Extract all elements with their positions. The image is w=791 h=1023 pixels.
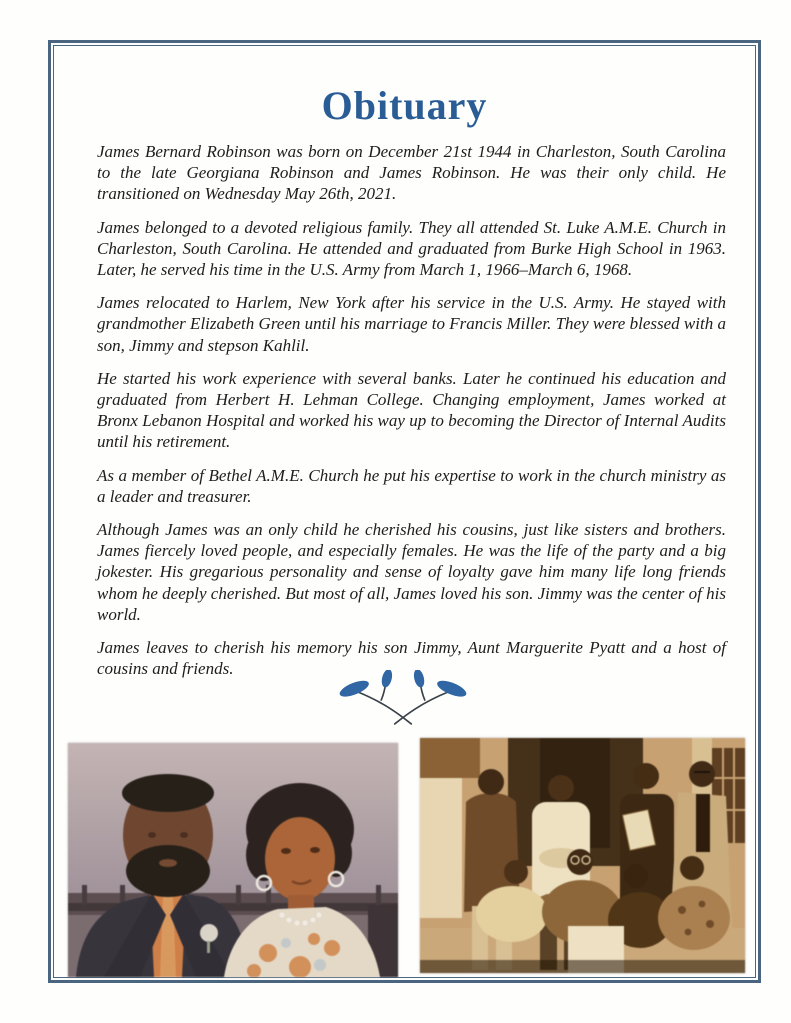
obituary-paragraph-7: James leaves to cherish his memory his son Jimmy, Aunt Marguerite Pyatt and a host of cousins and friends. xyxy=(97,638,726,679)
crossed-leaf-sprigs-icon xyxy=(338,670,468,726)
photo-group-of-men xyxy=(420,738,745,973)
page-title: Obituary xyxy=(321,83,488,128)
obituary-paragraph-1: James Bernard Robinson was born on December 21st 1944 in Charleston, South Carolina to the late Georgiana Robinson and James Robinson. He was their only child. He transitioned on Wednesday May 26th, 2021. xyxy=(97,142,726,204)
photo-couple xyxy=(68,743,398,977)
obituary-paragraph-4: He started his work experience with several banks. Later he continued his education and graduated from Herbert H. Lehman College. Changing employment, James worked at Bronx Lebanon Hospital and worked his way up to becoming the Director of Internal Audits until his retirement. xyxy=(97,368,726,452)
obituary-paragraph-6: Although James was an only child he cherished his cousins, just like sisters and brothers. James fiercely loved people, and especially females. He was the life of the party and a big jokester. His gregarious personality and sense of loyalty gave him many life long friends whom he deeply cherished. But most of all, James loved his son. Jimmy was the center of his world. xyxy=(97,520,726,624)
obituary-paragraph-5: As a member of Bethel A.M.E. Church he put his expertise to work in the church ministry as a leader and treasurer. xyxy=(97,465,726,506)
obituary-paragraph-2: James belonged to a devoted religious family. They all attended St. Luke A.M.E. Church in Charleston, South Carolina. He attended and graduated from Burke High School in 1963. Later, he served his time in the U.S. Army from March 1, 1966–March 6, 1968. xyxy=(97,217,726,280)
obituary-text-block xyxy=(97,141,726,691)
obituary-paragraph-3: James relocated to Harlem, New York after his service in the U.S. Army. He stayed with grandmother Elizabeth Green until his marriage to Francis Miller. They were blessed with a son, Jimmy and stepson Kahlil. xyxy=(97,293,726,355)
